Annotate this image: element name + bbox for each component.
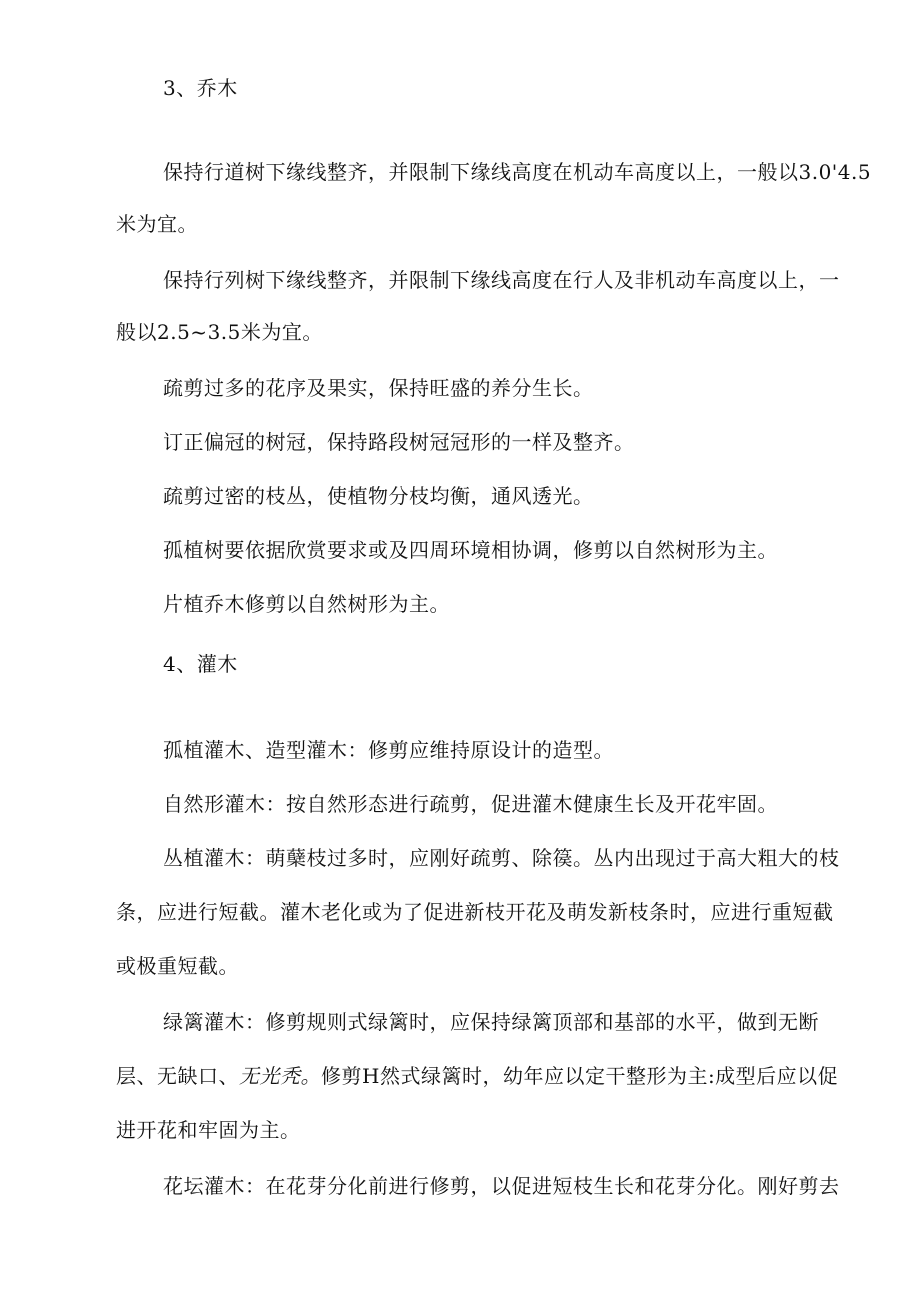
section-4-para-5-line-1: 花坛灌木：在花芽分化前进行修剪，以促进短枝生长和花芽分化。刚好剪去 (163, 1174, 840, 1198)
section-4-para-2: 自然形灌木：按自然形态进行疏剪，促进灌木健康生长及开花牢固。 (163, 792, 778, 816)
section-3-para-3: 疏剪过多的花序及果实，保持旺盛的养分生长。 (163, 376, 594, 400)
section-3-para-2-line-1: 保持行列树下缘线整齐，并限制下缘线高度在行人及非机动车高度以上，一 (163, 268, 840, 292)
section-4-para-4-line-1: 绿篱灌木：修剪规则式绿篱时，应保持绿篱顶部和基部的水平，做到无断 (163, 1010, 819, 1034)
section-4-para-4-line-2-start: 层、无缺口、 (116, 1064, 239, 1088)
section-3-para-1-line-1: 保持行道树下缘线整齐，并限制下缘线高度在机动车高度以上，一般以3.0'4.5 (163, 160, 872, 184)
section-4-para-4-line-2-end: 修剪H然式绿篱时，幼年应以定干整形为主:成型后应以促 (321, 1064, 839, 1088)
section-3-para-7: 片植乔木修剪以自然树形为主。 (163, 592, 450, 616)
section-4-para-3-line-1: 丛植灌木：萌蘖枝过多时，应刚好疏剪、除篌。丛内出现过于高大粗大的枝 (163, 846, 840, 870)
section-4-para-4-line-2 (116, 1064, 838, 1088)
section-4-para-4-line-2-italic: 无光秃。 (239, 1064, 321, 1088)
section-3-para-6: 孤植树要依据欣赏要求或及四周环境相协调，修剪以自然树形为主。 (163, 538, 778, 562)
section-3-para-4: 订正偏冠的树冠，保持路段树冠冠形的一样及整齐。 (163, 430, 635, 454)
section-4-para-3-line-2: 条，应进行短截。灌木老化或为了促进新枝开花及萌发新枝条时，应进行重短截 (116, 900, 834, 924)
section-4-para-3-line-3: 或极重短截。 (116, 954, 239, 978)
section-3-para-5: 疏剪过密的枝丛，使植物分枝均衡，通风透光。 (163, 484, 594, 508)
section-3-para-1-line-2: 米为宜。 (116, 212, 198, 236)
section-3-heading: 3、乔木 (163, 76, 238, 100)
section-4-para-1: 孤植灌木、造型灌木：修剪应维持原设计的造型。 (163, 738, 614, 762)
section-3-para-2-line-2: 般以2.5~3.5米为宜。 (116, 320, 323, 344)
section-4-heading: 4、灌木 (163, 652, 238, 676)
section-4-para-4-line-3: 进开花和牢固为主。 (116, 1118, 301, 1142)
